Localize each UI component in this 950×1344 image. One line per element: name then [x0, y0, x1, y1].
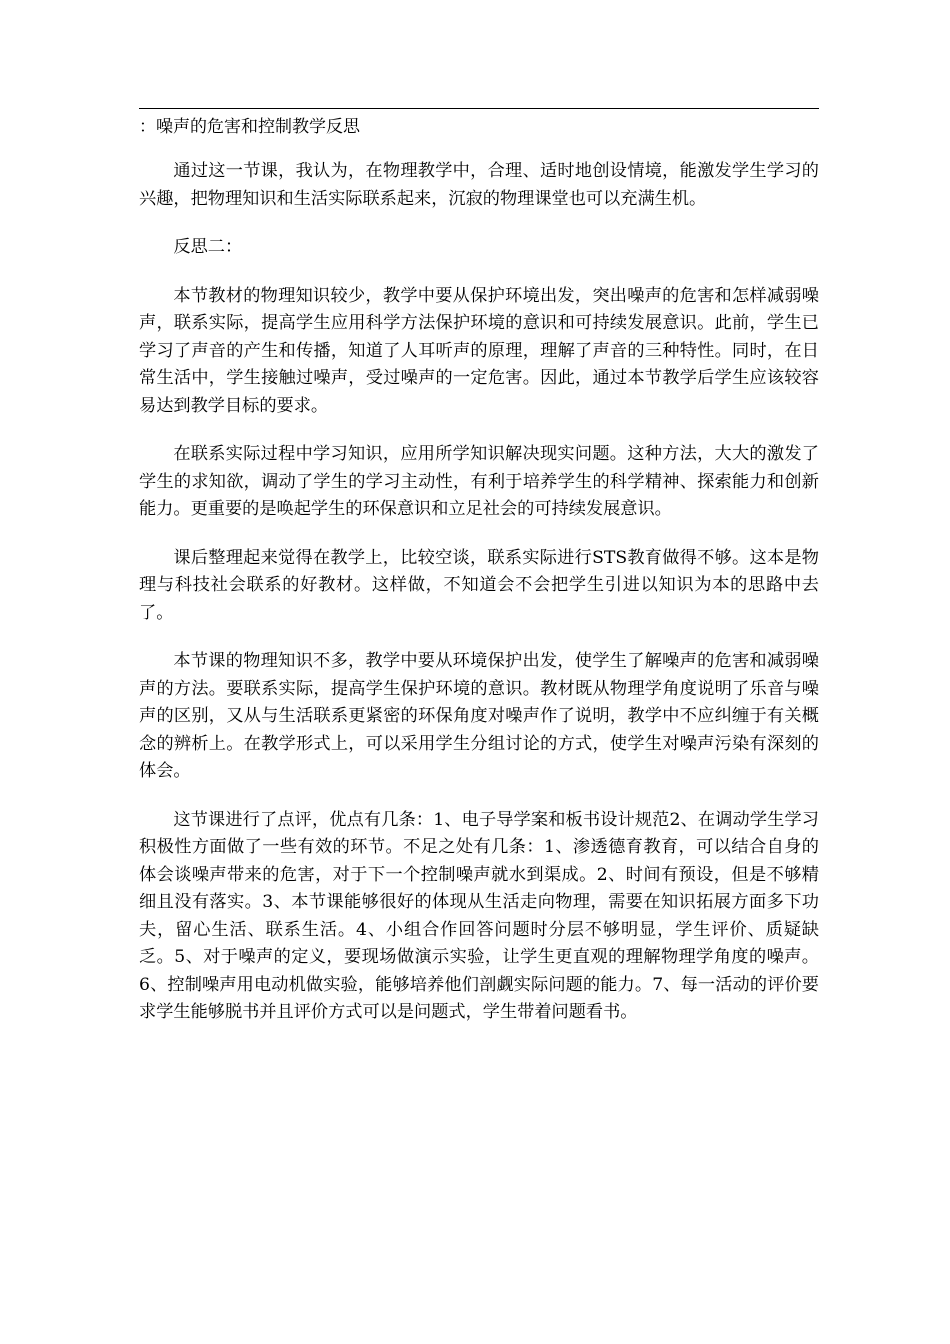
- paragraph-review-comments: 这节课进行了点评，优点有几条：1、电子导学案和板书设计规范2、在调动学生学习积极性方面做了一些有效的环节。不足之处有几条：1、渗透德育教育，可以结合自身的体会谈噪声带来的危害，对于下一个控制噪声就水到渠成。2、时间有预设，但是不够精细且没有落实。3、本节课能够很好的体现从生活走向物理，需要在知识拓展方面多下功夫，留心生活、联系生活。4、小组合作回答问题时分层不够明显，学生评价、质疑缺乏。5、对于噪声的定义，要现场做演示实验，让学生更直观的理解物理学角度的噪声。6、控制噪声用电动机做实验，能够培养他们剖觑实际问题的能力。7、每一活动的评价要求学生能够脱书并且评价方式可以是问题式，学生带着问题看书。: [139, 809, 819, 1022]
- paragraph-method: 在联系实际过程中学习知识，应用所学知识解决现实问题。这种方法，大大的激发了学生的求知欲，调动了学生的学习主动性，有利于培养学生的科学精神、探索能力和创新能力。更重要的是唤起学生的环保意识和立足社会的可持续发展意识。: [139, 444, 819, 519]
- header-rule: [139, 108, 819, 109]
- paragraph-textbook-analysis: 本节教材的物理知识较少，教学中要从保护环境出发，突出噪声的危害和怎样减弱噪声，联系实际，提高学生应用科学方法保护环境的意识和可持续发展意识。此前，学生已学习了声音的产生和传播，知道了人耳听声的原理，理解了声音的三种特性。同时，在日常生活中，学生接触过噪声，受过噪声的一定危害。因此，通过本节教学后学生应该较容易达到教学目标的要求。: [139, 285, 819, 416]
- document-title: ：噪声的危害和控制教学反思: [139, 117, 360, 137]
- document-page: [139, 0, 819, 1344]
- paragraph-reflection-intro: 通过这一节课，我认为，在物理教学中，合理、适时地创设情境，能激发学生学习的兴趣，把物理知识和生活实际联系起来，沉寂的物理课堂也可以充满生机。: [139, 161, 819, 209]
- paragraph-after-class: 课后整理起来觉得在教学上，比较空谈，联系实际进行STS教育做得不够。这本是物理与科技社会联系的好教材。这样做，不知道会不会把学生引进以知识为本的思路中去了。: [139, 547, 819, 623]
- paragraph-heading-reflection-two: 反思二：: [173, 237, 243, 257]
- paragraph-teaching-approach: 本节课的物理知识不多，教学中要从环境保护出发，使学生了解噪声的危害和减弱噪声的方法。要联系实际，提高学生保护环境的意识。教材既从物理学角度说明了乐音与噪声的区别，又从与生活联系更紧密的环保角度对噪声作了说明，教学中不应纠缠于有关概念的辨析上。在教学形式上，可以采用学生分组讨论的方式，使学生对噪声污染有深刻的体会。: [139, 651, 819, 781]
- document-body: [139, 158, 819, 1048]
